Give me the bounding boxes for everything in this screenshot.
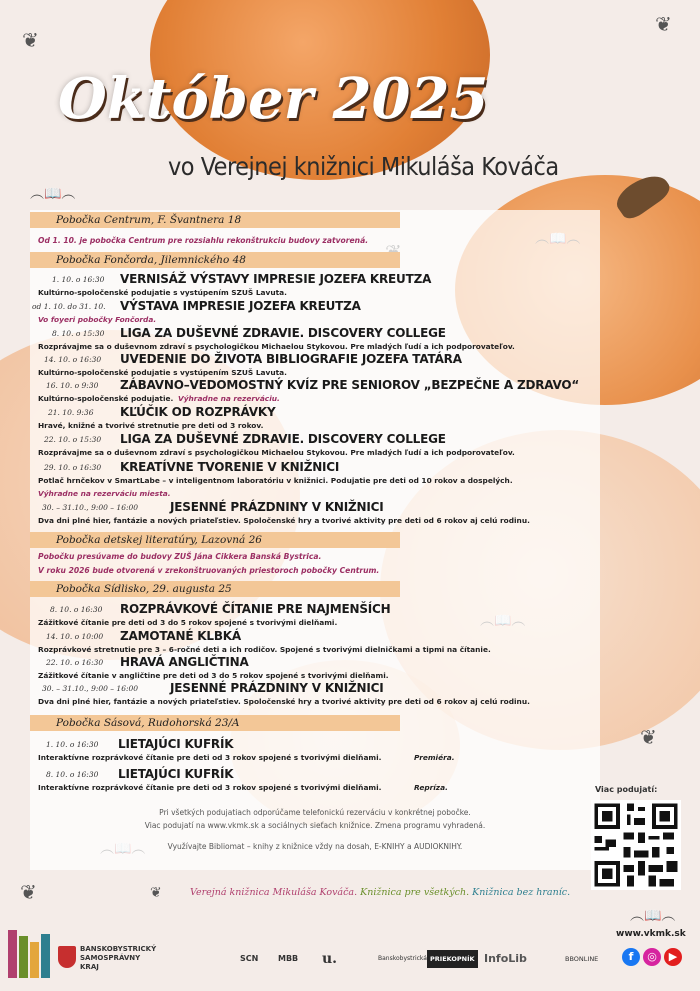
coat-of-arms-icon [58,946,76,968]
section-title: Pobočka detskej literatúry, Lazovná 26 [56,534,262,546]
event-description: Dva dni plné hier, fantázie a nových priateľstiev. Spoločenské hry a tvorivé aktivity pre deti od 6 rokov aj celú rodinu. [38,516,530,525]
event-date: 14. 10. o 10:00 [46,632,104,641]
slogan-part: Knižnica pre všetkých. [360,887,470,898]
section-note: Od 1. 10. je pobočka Centrum pre rozsiahlu rekonštrukciu budovy zatvorená. [38,236,369,245]
event-name: VERNISÁŽ VÝSTAVY IMPRESIE JOZEFA KREUTZA [120,272,432,286]
event-name: HRAVÁ ANGLIČTINA [120,655,249,669]
instagram-icon[interactable]: ◎ [643,948,661,966]
section-bar-centrum [30,212,400,228]
book-icon: ︵📖︵ [30,186,76,202]
section-title: Pobočka Fončorda, Jilemnického 48 [56,254,246,266]
event-date: 8. 10. o 16:30 [50,605,103,614]
event-description: Rozprávkové stretnutie pre 3 – 6-ročné deti a ich rodičov. Spojené s tvorivými dielničkami a tipmi na čítanie. [38,645,491,654]
footer-text: Viac podujatí na www.vkmk.sk a sociálnych sieťach knižnice. Zmena programu vyhradená. [144,821,486,830]
event-name: LIETAJÚCI KUFRÍK [118,737,234,751]
event-name: LIGA ZA DUŠEVNÉ ZDRAVIE. DISCOVERY COLLEGE [120,326,446,340]
leaf-icon: ❦ [22,28,39,52]
book-icon: ︵📖︵ [630,908,676,924]
program-panel [30,210,600,870]
leaf-icon: ❦ [150,885,162,901]
event-reservation-note: Výhradne na rezerváciu. [178,394,280,403]
event-date: 14. 10. o 16:30 [44,355,102,364]
section-bar-sasova [30,715,400,731]
partner-logo: Banskobystrická [378,955,427,962]
event-date: 21. 10. 9:36 [48,408,94,417]
event-description: Kultúrno-spoločenské podujatie s vystúpením SZUŠ Lavuta. [38,288,287,297]
partner-logo: BANSKOBYSTRICKÝ SAMOSPRÁVNY KRAJ [80,945,157,971]
partner-logo: BBONLINE [565,955,599,963]
event-description: Zážitkové čítanie pre deti od 3 do 5 rokov spojené s tvorivými dielňami. [38,618,338,627]
event-name: ZAMOTANÉ KLBKÁ [120,629,241,643]
event-date: 8. 10. o 15:30 [52,329,105,338]
event-reservation-note: Výhradne na rezerváciu miesta. [38,489,171,498]
page-title: Október 2025 [58,66,489,132]
partner-logo: MBB [278,954,299,963]
qr-code[interactable] [591,800,681,890]
event-description: Kultúrno-spoločenské podujatie. [38,394,174,403]
event-date: 1. 10. o 16:30 [46,740,99,749]
section-title: Pobočka Centrum, F. Švantnera 18 [56,214,242,226]
event-description: Interaktívne rozprávkové čítanie pre deti od 3 rokov spojené s tvorivými dielňami. [38,753,382,762]
footer-text: Pri všetkých podujatiach odporúčame telefonickú rezerváciu v konkrétnej pobočke. [159,808,471,817]
section-title: Pobočka Sásová, Rudohorská 23/A [56,717,240,729]
event-date: 16. 10. o 9:30 [46,381,99,390]
event-description: Hravé, knižné a tvorivé stretnutie pre deti od 3 rokov. [38,421,264,430]
event-name: UVEDENIE DO ŽIVOTA BIBLIOGRAFIE JOZEFA TATÁRA [120,352,462,366]
partner-logo: InfoLib [484,952,527,965]
event-date: 22. 10. o 15:30 [44,435,102,444]
page-subtitle: vo Verejnej knižnici Mikuláša Kováča [168,152,559,181]
event-date: 30. – 31.10., 9:00 – 16:00 [42,684,139,693]
facebook-icon[interactable]: f [622,948,640,966]
event-name: ROZPRÁVKOVÉ ČÍTANIE PRE NAJMENŠÍCH [120,602,391,616]
event-name: KĽÚČIK OD ROZPRÁVKY [120,405,276,419]
event-date: 1. 10. o 16:30 [52,275,105,284]
qr-label: Viac podujatí: [595,785,658,794]
section-bar-sidlisko [30,581,400,597]
event-date: 8. 10. o 16:30 [46,770,99,779]
event-description: Interaktívne rozprávkové čítanie pre deti od 3 rokov spojené s tvorivými dielňami. [38,783,382,792]
event-date: 30. – 31.10., 9:00 – 16:00 [42,503,139,512]
event-date: 22. 10. o 16:30 [46,658,104,667]
event-name: JESENNÉ PRÁZDNINY V KNIŽNICI [170,681,384,695]
section-bar-detska [30,532,400,548]
section-note: V roku 2026 bude otvorená v zrekonštruovaných priestoroch pobočky Centrum. [38,566,380,575]
footer-text: Využívajte Bibliomat – knihy z knižnice vždy na dosah, E-KNIHY a AUDIOKNIHY. [167,842,463,851]
partner-logo: PRIEKOPNÍK [427,950,478,968]
leaf-icon: ❦ [20,880,37,904]
event-description: Rozprávajme sa o duševnom zdraví s psychologičkou Michaelou Stykovou. Pre mladých ľudí a ich podporovateľov. [38,448,515,457]
youtube-icon[interactable]: ▶ [664,948,682,966]
slogan-part: Knižnica bez hraníc. [472,887,571,898]
section-note: Pobočku presúvame do budovy ZUŠ Jána Cikkera Banská Bystrica. [38,552,322,561]
event-date: od 1. 10. do 31. 10. [32,302,106,311]
event-name: JESENNÉ PRÁZDNINY V KNIŽNICI [170,500,384,514]
leaf-icon: ❦ [655,12,672,36]
event-name: ZÁBAVNO–VEDOMOSTNÝ KVÍZ PRE SENIOROV „BEZPEČNE A ZDRAVO“ [120,378,580,392]
event-name: VÝSTAVA IMPRESIE JOZEFA KREUTZA [120,299,361,313]
event-description: Potlač hrnčekov v SmartLabe – v inteligentnom laboratóriu v knižnici. Podujatie pre deti od 10 rokov a dospelých. [38,476,513,485]
event-tag: Premiéra. [414,753,455,762]
event-name: KREATÍVNE TVORENIE V KNIŽNICI [120,460,340,474]
slogan [190,887,570,898]
event-description: Dva dni plné hier, fantázie a nových priateľstiev. Spoločenské hry a tvorivé aktivity pre deti od 6 rokov aj celú rodinu. [38,697,530,706]
event-name: LIGA ZA DUŠEVNÉ ZDRAVIE. DISCOVERY COLLEGE [120,432,446,446]
event-description: Kultúrno-spoločenské podujatie s vystúpením SZUŠ Lavuta. [38,368,287,377]
website-link[interactable]: www.vkmk.sk [616,929,686,939]
event-description: Zážitkové čítanie v angličtine pre deti od 3 do 5 rokov spojené s tvorivými dielňami. [38,671,389,680]
slogan-part: Verejná knižnica Mikuláša Kováča. [190,887,358,898]
section-title: Pobočka Sídlisko, 29. augusta 25 [56,583,232,595]
section-bar-foncorda [30,252,400,268]
event-tag: Repríza. [414,783,448,792]
event-description: Vo foyeri pobočky Fončorda. [38,315,157,324]
leaf-icon: ❦ [640,725,657,749]
partner-logo: u. [322,951,338,967]
event-date: 29. 10. o 16:30 [44,463,102,472]
event-description: Rozprávajme sa o duševnom zdraví s psychologičkou Michaelou Stykovou. Pre mladých ľudí a ich podporovateľov. [38,342,515,351]
event-name: LIETAJÚCI KUFRÍK [118,767,234,781]
library-logo [8,930,50,978]
partner-logo: SCN [240,954,259,963]
